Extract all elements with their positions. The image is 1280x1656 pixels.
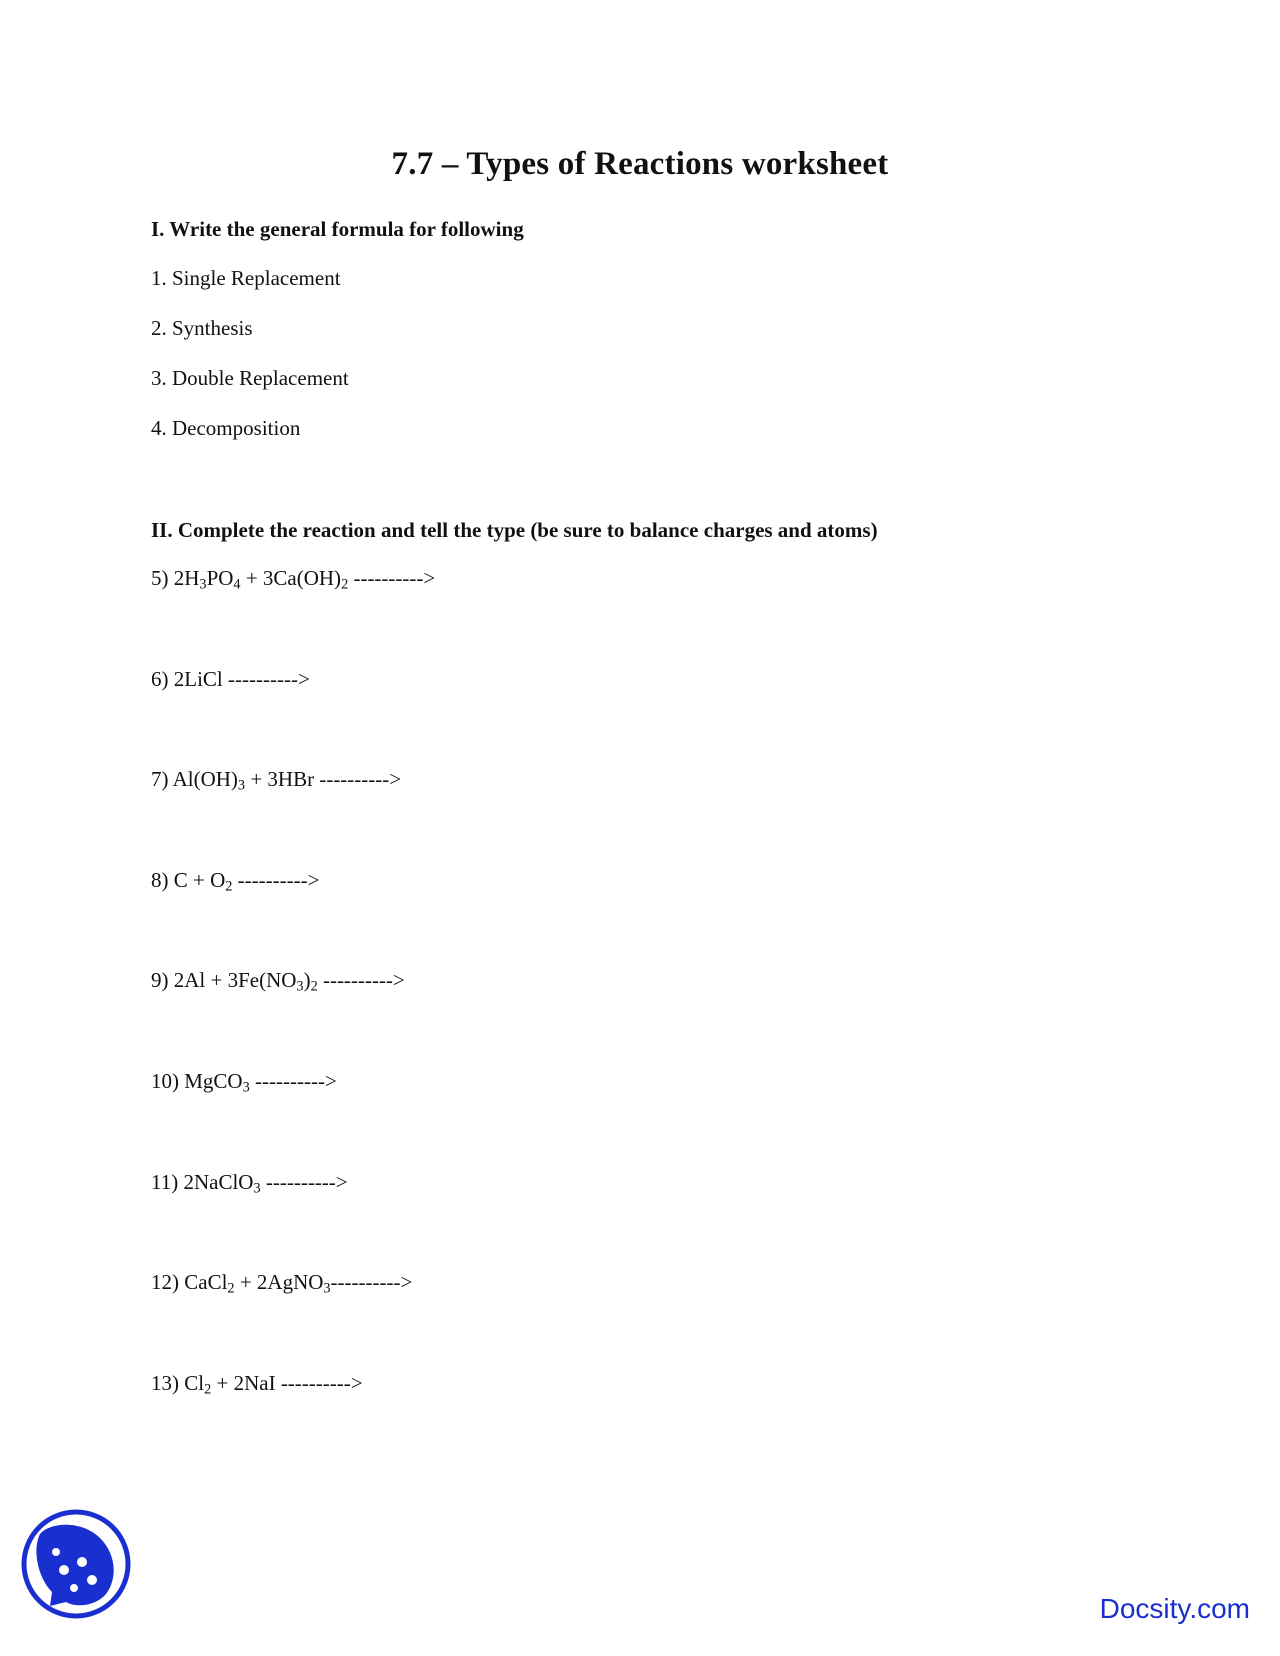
reaction-arrow: ----------> bbox=[228, 667, 310, 691]
reaction-arrow: ----------> bbox=[237, 868, 320, 892]
page-title: 7.7 – Types of Reactions worksheet bbox=[391, 146, 889, 182]
reaction-arrow: ----------> bbox=[319, 767, 402, 791]
item-decomposition: 4. Decomposition bbox=[151, 416, 301, 440]
section-1-heading: I. Write the general formula for following bbox=[151, 217, 524, 241]
question-6: 6) 2LiCl ----------> bbox=[151, 667, 310, 691]
question-9: 9) $2Al + 3Fe(NO_3)_2$ ----------> bbox=[151, 968, 405, 995]
reaction-arrow: ----------> bbox=[265, 1170, 348, 1194]
question-12: 12) CaCl$_2$ + 2AgNO$_3$----------> bbox=[151, 1270, 413, 1297]
item-synthesis: 2. Synthesis bbox=[151, 316, 253, 340]
question-5: 5) $2H_3PO_4 + 3Ca(OH)_2$ ----------> bbox=[151, 566, 436, 593]
reaction-arrow: ----------> bbox=[280, 1371, 363, 1395]
question-8: 8) $C + O_2$ ----------> bbox=[151, 868, 320, 895]
item-single-replacement: 1. Single Replacement bbox=[151, 266, 341, 290]
reaction-arrow: ----------> bbox=[330, 1270, 413, 1294]
reaction-arrow: ----------> bbox=[353, 566, 436, 590]
docsity-logo-icon[interactable] bbox=[20, 1508, 132, 1620]
question-10: 10) MgCO$_3$ ----------> bbox=[151, 1069, 337, 1096]
question-11: 11) 2NaClO$_3$ ----------> bbox=[151, 1170, 348, 1197]
reaction-arrow: ----------> bbox=[322, 968, 405, 992]
docsity-link[interactable]: Docsity.com bbox=[1099, 1593, 1250, 1624]
reaction-arrow: ----------> bbox=[255, 1069, 337, 1093]
question-7: 7) $Al(OH)_3 + 3HBr$ ----------> bbox=[151, 767, 402, 794]
section-2-heading: II. Complete the reaction and tell the type (be sure to balance charges and atoms) bbox=[151, 518, 878, 542]
question-13: 13) $Cl_2 + 2NaI$ ----------> bbox=[151, 1371, 363, 1398]
item-double-replacement: 3. Double Replacement bbox=[151, 366, 349, 390]
